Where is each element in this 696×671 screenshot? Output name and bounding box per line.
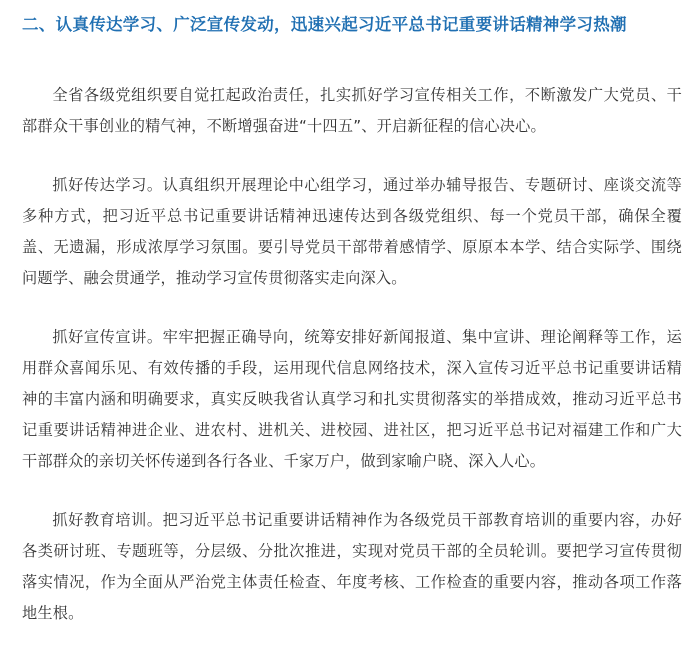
paragraph-study: 抓好传达学习。认真组织开展理论中心组学习，通过举办辅导报告、专题研讨、座谈交流等多种方式，把习近平总书记重要讲话精神迅速传达到各级党组织、每一个党员干部，确保全覆盖、无遗漏，形成浓厚学习氛围。要引导党员干部带着感情学、原原本本学、结合实际学、围绕问题学、融会贯通学，推动学习宣传贯彻落实走向深入。 bbox=[22, 176, 682, 287]
section-heading: 二、认真传达学习、广泛宣传发动，迅速兴起习近平总书记重要讲话精神学习热潮 bbox=[22, 15, 627, 34]
paragraph-intro: 全省各级党组织要自觉扛起政治责任，扎实抓好学习宣传相关工作，不断激发广大党员、干部群众干事创业的精气神，不断增强奋进“十四五”、开启新征程的信心决心。 bbox=[22, 86, 682, 135]
paragraph-training: 抓好教育培训。把习近平总书记重要讲话精神作为各级党员干部教育培训的重要内容，办好各类研讨班、专题班等，分层级、分批次推进，实现对党员干部的全员轮训。要把学习宣传贯彻落实情况，作为全面从严治党主体责任检查、年度考核、工作检查的重要内容，推动各项工作落地生根。 bbox=[22, 511, 682, 622]
paragraph-publicity: 抓好宣传宣讲。牢牢把握正确导向，统筹安排好新闻报道、集中宣讲、理论阐释等工作，运用群众喜闻乐见、有效传播的手段，运用现代信息网络技术，深入宣传习近平总书记重要讲话精神的丰富内涵和明确要求，真实反映我省认真学习和扎实贯彻落实的举措成效，推动习近平总书记重要讲话精神进企业、进农村、进机关、进校园、进社区，把习近平总书记对福建工作和广大干部群众的亲切关怀传递到各行各业、千家万户，做到家喻户晓、深入人心。 bbox=[22, 328, 682, 470]
